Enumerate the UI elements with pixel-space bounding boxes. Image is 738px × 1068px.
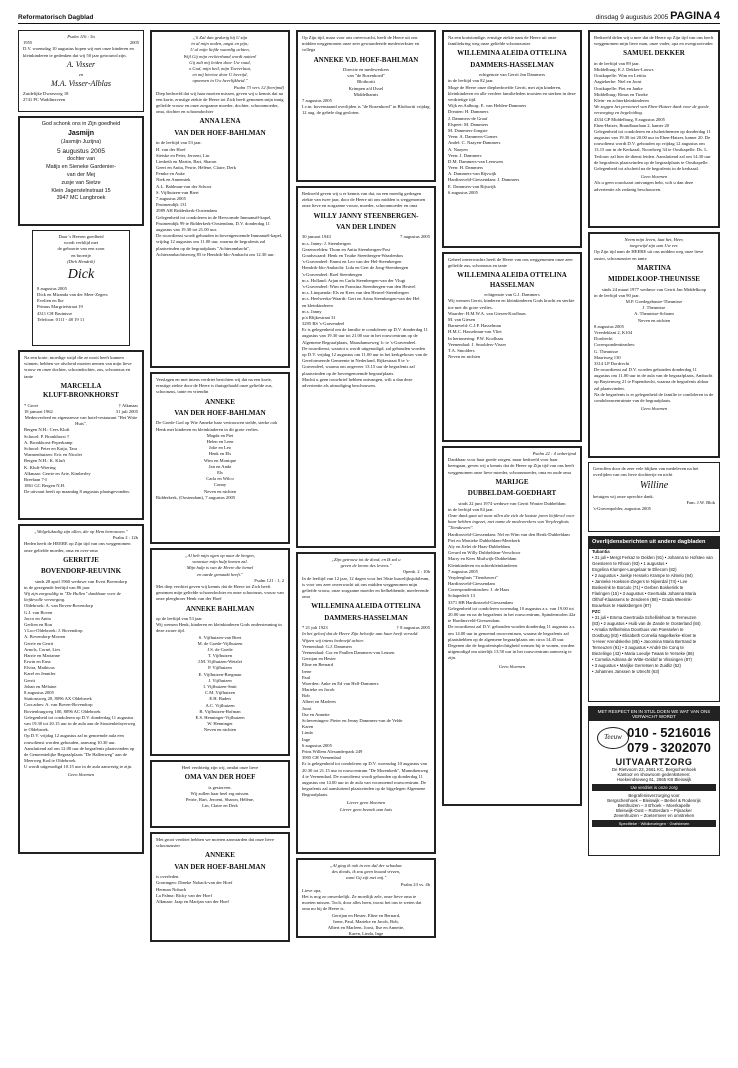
- name-en: en: [78, 71, 84, 77]
- deceased-firstname: WILLEMINA ALEIDA OTTELINA: [311, 602, 421, 611]
- thanks: Onze dank gaat uit naar allen die zich de laatste jaren liefdevol voor haar hebben ingezet, met name de medewerkers van Verpleeghuis "Tienduwert".: [448, 513, 575, 531]
- deceased-name: SAMUEL DEKKER: [623, 49, 685, 58]
- birth-date: 8 augustus 2005: [37, 285, 67, 291]
- deceased-firstname: MARIJGE: [495, 477, 529, 486]
- ad-line: Zevenhuizen – Zoetermeer en omstreken: [613, 813, 695, 818]
- obituary-entry: 's-Heer Arendskerke (85) • Jacomina Maria Bertrand te: [592, 639, 697, 645]
- intro: Na een kortstondige, ernstige ziekte nam de Heere uit onze familiekring weg onze geliefde schoonzuster: [448, 35, 557, 47]
- deceased-name: MIDDELKOOP-THEUNISSE: [608, 275, 700, 284]
- phone-1: 010 - 5216016: [627, 725, 711, 740]
- intro: Met groot verdriet hebben we moeten aanvaarden dat onze lieve schoonzuster: [156, 837, 274, 849]
- family: Fam. J.W. Blok: [686, 500, 715, 506]
- faith-note: In het geloof dat de Heere Zijn beloofte aan haar heeft vervuld. Wijzen wij intens bedroefd achter.: [302, 631, 419, 643]
- obituary-entry: • 31 juli • Emma Geertruida Schellinkhout te Terneuzen: [592, 615, 697, 620]
- ad-line: Bergschenhoek – Bleiswijk – Berkel & Rodenrijs: [607, 798, 701, 803]
- text: dochter van: [66, 156, 96, 163]
- verse: „Zijn getrouw tot de dood, en Ik zal u geven de kroon des levens.": [331, 557, 401, 569]
- obituary-entry: • 2 augustus • Joekje Hesselo Krampe te Almelo (94): [592, 572, 693, 578]
- intro: Heden heeft de HEERE op Zijn tijd van ons weggenomen onze geliefde moeder, oma en over-oma: [24, 541, 131, 553]
- service: Op D.V. vrijdag 12 augustus zal in genoemde aula een rouwdienst worden gehouden, aanvang 10.30 uur. Aansluitend zal om 12.00 uur de begrafenis plaatsvinden op de Gemeentelijke Begraafplaats "De Hallenweg" aan de Meerweg Kod te Oldebroek.: [24, 733, 135, 764]
- notice-rozenhoed: [296, 30, 436, 182]
- service: Gelegenheid tot condoleren en afscheidnemen op donderdag 11 augustus van 19.30 tot 20.00 uur in Ehen-Hatzer, kamer 20. De rouwdienst wordt D.V. gehouden op vrijdag 12 augustus om 13.15 uur in de Kerkzaal, Noordweg 34 te Oostkapelle. Ds. L. Terlouw zal hier de dienst leiden. Aansluitend zal om 14.30 uur de begrafenis plaatsvinden op de begraafplaats te Oostkapelle. Gelegenheid tot afscheid na de begrafenis in de kerkzaal.: [594, 128, 711, 171]
- service-areas: [589, 798, 719, 818]
- deceased-firstname: MARCELLA: [60, 381, 102, 390]
- deceased-name: VAN DER LINDEN: [336, 223, 396, 231]
- intro: Diep bedroefd dat wij haar moeten missen, geven wij u kennis dat na een korte, ernstige ziekte de Heere tot Zich heeft genomen mijn innig geliefde vrouw en onze zorgzame moeder, dochter, schoonmoeder, oma, dochter en schoondochter: [156, 90, 284, 115]
- age: in de leeftijd van 82 jaar.: [448, 78, 494, 84]
- column-5: [588, 30, 720, 1054]
- obituary-list: [589, 555, 719, 675]
- birth-intro: God schonk ons in Zijn goedheid: [41, 121, 121, 127]
- invitation: Degenen die de begrafenisplechtigheid wensen bij te wonen, worden uitgenodigd om uiterlijk 13.50 uur in het rouwcentrum aanwezig te zijn.: [448, 642, 575, 661]
- role: Medeoverleed en eigenaresse van hotel-restaurant "Het Witte Huis".: [24, 415, 138, 427]
- verse-ref: Psalm 2 : 12b: [112, 535, 138, 541]
- newspaper-name: Reformatorisch Dagblad: [18, 14, 94, 21]
- service: De rouwdienst zal D.V. worden gehouden donderdag 11 augustus om 11.00 uur in de aula van de begraafplaats, Ambacht op Buytenweg 21 te Papendrecht, waarna de begrafenis aldaar zal plaatsvinden.: [594, 367, 713, 391]
- psalm-ref: Psalm 116 : 5a: [67, 34, 95, 39]
- verse-ref: Openb. 2 : 10b: [402, 569, 430, 575]
- address: 8 augustus 2005 Vreedeklant 2, K104 Dordrecht: [594, 323, 633, 342]
- no-flowers: Geen bloemen: [640, 406, 668, 412]
- address: 7 augustus 2005 Verpleeghuis "Tienduwert" Hardinxveld-Giessendam: [448, 568, 498, 587]
- obituary-entry: • 3 augustus • Marijke Gerretsen te Zuidliz (52): [592, 663, 681, 669]
- grandchildren: Gerrijan en Hester, Eline en Bernard, Irene, Paul, Marieke en Jacob, Bob, Albert en Marleen, Joost, Ilse en Annette, Karen, Linda, Inge: [327, 912, 405, 937]
- verse-ref: Psalm 73 vers 12 (berijmd): [233, 84, 284, 90]
- intro: Bedroefd delen wij u mee dat de Heere op Zijn tijd van ons heeft weggenomen mijn lieve man, onze vader, opa en overgrootvader: [594, 35, 714, 47]
- year-start: 1955: [23, 40, 33, 46]
- date: 7 augustus 2005: [302, 97, 332, 103]
- address: 8 augustus 2005 Stationsweg 20, 8096 AX Oldebroek: [24, 690, 92, 702]
- obituary-entry: Flaringen (15) • 3 augustus • Geertuida Johanna Maria: [592, 590, 697, 596]
- birth-date: 30 januari 1943: [302, 234, 331, 240]
- widow-of: sinds 22 juni 1974 weduwe van Gerrit Wouter Dubbeldam: [458, 500, 566, 506]
- note: Als u geen rouwkaart ontvangen hebt, wilt u dan deze advertentie als zodanig beschouwen.: [594, 180, 693, 192]
- relatives: S. Vijfhuizen-van Biert M. de Goede-Vijfhuizen J.S. de Goede T. Vijfhuizen J.M. Vijfhuizen-Wetzlet P. Vijfhuizen E. Vijfhuizen-Bregman J. Vijfhuizen I. Vijfhuizen-Smit C.M. Vijfhuizen E.H. Baden A.C. Vijfhuizen B. Vijfhuizen-Hofman E.S. Henninger-Vijfhuizen W. Henninger Neven en nichten: [195, 634, 245, 733]
- ad-line: Kantoor en showroom gedenkstenen:: [617, 772, 691, 777]
- obituary-entry: (83) • 2 augustus • Huib van de Zande te Oosterland (84): [592, 621, 701, 627]
- deceased-name: KLUFT-BRONKHORST: [43, 391, 119, 400]
- funeral-info: De uitvaart heeft op maandag 8 augustus plaatsgevonden.: [24, 489, 130, 495]
- deceased-firstname: ANNA LENA: [199, 117, 241, 126]
- intro: Heel verdrietig zijn wij, omdat onze lieve: [181, 765, 259, 770]
- deceased-firstname: WILLY JANNY STEENBERGEN-: [313, 211, 419, 220]
- column-1: [18, 30, 144, 1054]
- thanks-willine: [588, 462, 720, 532]
- obituary-dubbeldam: [442, 446, 582, 806]
- age: in de leeftijd van 53 jaar.: [156, 140, 202, 146]
- death-date: 7 augustus 2005: [400, 234, 430, 240]
- ad-tagline: Uw verdriet is onze zorg: [592, 784, 716, 791]
- deceased-name: DUBBELDAM-GOEDHART: [467, 489, 557, 498]
- intro: Na een korte, moedige strijd die ze nooit heeft kunnen winnen, hebben we afscheid moeten nemen van mijn lieve vrouw en onze dochter, schoondochter, zus, schoonzus en tante: [24, 355, 132, 379]
- birth-date: 5 augustus 2005: [56, 147, 106, 155]
- relatives: H. van der Hoef Sietske en Peter, Jeroeni, Lin Liesbeth en Martin, Bart, Sharon Geert en Anita, Petrie, Hélène, Claire, Derk Femke en Auke Niek en Annemiek A.L. Bahlman-van der Schoor S. Vijfhuizen-van Biert: [156, 146, 237, 195]
- deceased-name: VAN DER HOEF-BAHLMAN: [174, 409, 266, 417]
- no-flowers: Geen bloemen: [640, 174, 668, 180]
- phone-2: 079 - 3202070: [627, 740, 711, 755]
- service-label: Begrafenisverzorging voor: [628, 793, 680, 798]
- deceased-name: VAN DER HOEF-BAHLMAN: [174, 128, 266, 137]
- obituary-dammers: [296, 552, 436, 854]
- death-date: † 8 augustus 2005: [396, 625, 430, 631]
- notice-dammers-family: [442, 30, 582, 248]
- column-3: [296, 30, 436, 1054]
- verse: „Welgelukzalig zijn allen, die op Hem betrouwen.": [34, 529, 128, 534]
- status: is overleden.: [156, 874, 180, 880]
- relatives: Groningen: Dineke Noback-van der Hoef Herman Noback La Palma: Ricky van der Hoef Alkmaar: Jaap en Marijan van der Hoef: [156, 880, 233, 904]
- name-1: A. Visser: [66, 59, 96, 69]
- death-date: 31 juli 2005: [115, 408, 138, 414]
- intro: In de leeftijd van 12 jaar, 12 dagen voor het 56ste huwelijksjubileum, is voor ons zeer onverwacht uit ons midden weggenomen mijn geliefde vrouw, onze zorgzame moeder en liefhebbende, meelevende oma: [302, 575, 430, 600]
- ad-line: Benthuizen – 3 B'hoek – Moerkapelle: [617, 803, 691, 808]
- ad-line: Hoekeindseweg 61, 2665 KB Bleiswijk: [616, 777, 692, 782]
- birth-notice-dick: [32, 230, 130, 346]
- company-address: [589, 767, 719, 782]
- death-label: † Alkmaar: [118, 402, 138, 408]
- relatives: m.s. Janny: J. Steenbergen Gezenwelden: Thom en Anita Steenbergen-Post Goudswaard: Henk en Truike Steenbergen-Waarlenbos 's-Gravendeel: Emmi en Leo van der Hel-Steenbergen Hendrik-Ido-Ambacht: Lida en Gert de Jong-Steenbergen 's-Gravendeel: Roel Steenbergen m.s. Holland: Arjan en Carla Steenbergen-van der Vlugt 's-Gravendeel: Wim en Francina Steenbergen-van den Heuvel m.s. Linquenda: Els en Kees van den Heuvel-Steenbergen m.s. Heelwerka-Waardt: Gert en Arina Steenbergen-van der Hel en kleinkinderen: [302, 240, 420, 308]
- obituary-entry: Terneuzen (91) • 3 augustus • André De Conq te: [592, 645, 684, 651]
- condolence: Er is gelegenheid om de familie te condoleren op D.V. donderdag 11 augustus van 19.30 uur tot 21.00 uur in het rouwcentrum op de Algemene Begraafplaats, Maasdamseweg 1c te 's-Gravendeel.: [302, 327, 428, 345]
- obituary-entry: • Johannes Janssen te Utrecht (63): [592, 669, 660, 675]
- age: in de gezegende leeftijd van 86 jaar.: [24, 584, 91, 590]
- relatives: Bergen N.H.: Cees Kluft Schoorl: P. Bronkhorst † A. Bronkhorst-Peperkamp Schoorl: Peter en Katja, Tara Warmenhuizen: Eric en Nicolet Bergen N.H.: K. Kluft K. Kluft-Wiering Alkmaar: Gerrie en Arie, Kimberley: [24, 427, 91, 476]
- deceased-name: WILLEMINA ALEIDA OTTELINA HASSELMAN: [457, 271, 567, 289]
- obituary-kluft: [18, 350, 144, 520]
- no-flowers: Geen bloemen: [67, 772, 95, 778]
- obituary-entry: Boskerink te Borculo (71) • Gerben Boskerink te: [592, 584, 684, 590]
- intro: Bedroefd geven wij u er kennis van dat, na een moedig gedragen ziekte van twee jaar, door de Heere uit ons midden is weggenomen onze lieve en zorgzame vrouw, moeder, schoonmoeder en oma: [302, 191, 426, 209]
- obituary-entry: Biezelinge (43) • Maria Loeolje Twaas te Yerseke (86): [592, 651, 694, 657]
- service: Er is gelegenheid tot condoleren op D.V. woensdag 10 augustus van 20.30 tot 21.15 uur in rouwcentrum "De Morenkerk", Munnikenweg 4 te Veenendaal. De rouwdienst wordt gehouden op donderdag 11 augustus om 14.00 uur in de aula van voornoemd rouwcentrum. De begrafenis zal aansluitend plaatsvinden op de bijgelegen Algemene Begraafplaats.: [302, 761, 429, 798]
- city: 3947 MC Langbroek: [56, 195, 106, 202]
- anniversary-notice: [18, 30, 144, 112]
- relatives: Magda en Piet Helen en Leen Joke en Leo Henk en Els Wim en Monique Jan en Anda Els Carla en Wilco Conny Neven en nichten: [203, 432, 237, 494]
- page-header: [18, 10, 720, 24]
- deceased-firstname: ANNEKE: [205, 397, 235, 406]
- condolence: Gelegenheid tot condoleren in de Hervormde Immanuël-kapel, Pruimendijk 99 te Ridderkerk-Oostendam, D.V. donderdag 11 augustus van 19.30 tot 21.00 uur.: [156, 214, 272, 232]
- obituary-van-der-hoef: [150, 30, 290, 368]
- ad-slogan: MET RESPECT EN IN STIJL DOEN WE WAT VAN ONS VERWACHT WORDT: [589, 707, 719, 721]
- ad-line: Bleiswijk-Oost – Rotterdam – Pijnacker: [616, 808, 692, 813]
- age: in de leeftijd van 84 jaar.: [448, 506, 494, 512]
- verse-ref: Psalm 22 : 4 onberijmd: [532, 451, 576, 456]
- ad-line: De Rietvoorn 23, 2661 KC, Bergschenhoek: [611, 767, 697, 772]
- relatives: Hardinxveld-Giessendam: Nel en Wim van den Herik-Dubbeldam Piet en Monieke Dubbeldam-Meerkerk Aly en Jielet de Haas-Dubbeldam Gerard en Willy Dubbeldam-Verschoor Marry en Kees Muilwijk-Dubbeldam Kleinkinderen en achterkleinkinderen: [448, 531, 570, 568]
- address: m.s. Janny p/a Blijkestraat 31 3295 RS 's-Gravendeel: [302, 308, 345, 327]
- ad-footer: Specifieke · Wildkeuringen · Grafstenen: [592, 820, 716, 827]
- age: op de leeftijd van 53 jaar.: [156, 615, 203, 621]
- no-flowers: Liever geen bloemen Liever geen bezoek aan huis: [339, 800, 393, 812]
- notice-hasselman: [442, 252, 582, 442]
- obituary-entry: • 31 juli • Mergt Ferkaz te Delden (91) • Johanna te Hofstee van Geesteren te Rhoon (93) • 1 augustus •: [592, 554, 713, 566]
- deceased-name: ANNEKE V.D. HOEF-BAHLMAN: [313, 55, 419, 64]
- paper-name: Tubantia: [592, 548, 610, 554]
- relatives: Veenendaal: G.J. Dammers Veenendaal: Cor en Paullen Dammers-van Leusen Gerrijan en Hester Eline en Bernard Irene Paul Woerden: Anke en Ed van Hell-Dammers Marieke en Jacob Bob Albert en Marleen Joost Ilse en Annette Scheveningen: Pieter en Jenny Dammers-van de Velde Karen Linda Inge: [302, 643, 403, 742]
- correspondence: Corr.adres: A. van Boven-Bovendorp Bovtenburgweg 100, 8096 AC Oldebroek: [24, 702, 101, 714]
- section-title: Overlijdensberichten uit andere dagbladen: [589, 537, 719, 549]
- relatives: M.P. Goedegebuure-Theunisse J. Theunisse A. Theunisse-Schram Neven en nichten: [625, 299, 683, 323]
- condolence: Na de begrafenis is er gelegenheid de familie te condoleren in de condoleancenruimte van de begraafplaats.: [594, 391, 714, 403]
- thanks: We zeggen het personeel van Ehen-Hatzer dank voor de goede verzorging en begeleiding.: [594, 104, 709, 116]
- age: in de leeftijd van 90 jaar.: [594, 292, 640, 298]
- grandchildren: Petrie, Bart, Jeroeni, Sharon, Hélène, Lin, Claire en Derk: [185, 797, 255, 809]
- deceased-firstname: MARTINA: [637, 263, 671, 272]
- deceased-name: ANNEKE BAHLMAN: [185, 604, 255, 613]
- obituary-entry: • Cornelia Adriana de Witte-Geldof te Vlissingen (87): [592, 657, 692, 663]
- obituary-bovendorp: [18, 524, 144, 854]
- age: in de leeftijd van 89 jaar.: [594, 60, 640, 66]
- company-name: UITVAARTZORG: [615, 757, 693, 767]
- relatives: Oldebroek: A. van Boven-Bovendorp G.J. van Boven Jacco en Anita Gerlien en Ron 't Loo-Oldebroek: J. Bovendorp A. Bovendorp-Morren Gerrie en Gerrit Arnols, Corné, Lies Harrie en Marianne Erwin en Erna Elvira, Mathicus Karel en Jennifer Gerrit Johan en Mélaine: [24, 603, 93, 689]
- address: Zuidelijke Dwarsweg 18 2741 PC Waddinxveen: [23, 90, 69, 102]
- relatives: Wijk en Aalburg: E. van Helden-Dammers Dreaten: H. Dammers J. Dammers-de Graaf Elspeet: M. Dammers M. Dammers-Jongste Veen: A. Dammers-Gomes Andel: C. Naayen-Dammers A. Naayen Veen: J. Dammers D.M. Dammers-van Leeuwen Veen: H. Dammers A. Dammers-van Rijswijk Hardinxveld-Giessendam: J. Dammers E. Dammers-van Rijswijk: [448, 103, 527, 189]
- deceased-firstname: WILLEMINA ALEIDA OTTELINA: [457, 49, 567, 58]
- service: De rouwdienst, waartoi u wordt uitgenodigd, zal gehouden worden op D.V. vrijdag 12 augustus om 11.00 uur in het kerkgebouw van de Gereformeerde Gemeente in Nederland, Rijkestraat 8 te 's-Gravendeel, waarna om ongeveer 13.15 uur de begrafenis zal plaatsvinden op de bovengenoemde begraafplaats.: [302, 345, 428, 376]
- deceased-name: OMA VAN DER HOEF: [184, 773, 256, 782]
- service: De rouwdienst wordt gehouden in bovengenoemde Immanuël-kapel, vrijdag 12 augustus om 11.00 uur, waarna de begrafenis zal plaatsvinden op de begraafplaats "Achterambacht", Achterambachtseweg 85 te Hendrik-Ido-Ambacht om 12.30 uur.: [156, 233, 283, 257]
- column-4: [442, 30, 582, 1054]
- message: Wij wensen Henk, kinderen en kleinkinderen Gods ondersteuning in deze zware tijd.: [156, 622, 282, 634]
- parents-2: van der Mej: [66, 171, 96, 178]
- deceased-firstname: ANNEKE: [205, 851, 235, 860]
- correspondence: Correspondentieadres: J. de Haas Schapedrift 13 3371 HB Hardinxveld-Giessendam: [448, 587, 513, 605]
- obituary-entry: • Janneke Hoeksen-Ziegers te Nijverdal (74) • Lee: [592, 578, 688, 584]
- address: 4334 GP Middelburg, 8 augustus 2005 Ehen-Hatzer, Brandhaarlaan 2, kamer 20: [594, 116, 670, 128]
- obituary-entry: Oostburg (83) • Elisabeth Cornelia Nagelkerke-Kloet te: [592, 633, 697, 639]
- deceased-firstname: GERRITJE: [63, 555, 99, 564]
- address: Breelaan 7-I 1861 GC Bergen N.H.: [24, 476, 66, 489]
- year-end: 2005: [129, 40, 139, 46]
- invitation: U wordt uitgenodigd 10.15 uur in de aula aanwezig te zijn.: [24, 764, 133, 770]
- obituary-anneke-sisters-in-law: [150, 832, 290, 942]
- column-2: [150, 30, 290, 1054]
- service: De rouwdienst zal D.V. gehouden worden donderdag 11 augustus a.s. om 14.00 uur in genoemd rouwcentrum, waarna de begrafenis zal plaatshebben op de algemene begraafplaats om circa 14.45 uur.: [448, 624, 576, 642]
- address: 7 augustus 2005 Pruimendijk 131 2989 AH Ridderkerk-Oostendam: [156, 196, 217, 214]
- address: 6 augustus 2005 Prins Willem Alexanderpark 249 3905 CH Veenendaal: [302, 742, 363, 761]
- paper-name: PZC: [592, 608, 601, 614]
- verse-ref: Psalm 23 vs. 4b: [400, 881, 430, 887]
- name-2: M.A. Visser-Alblas: [51, 78, 111, 88]
- birth-intro: Daar 's Heeren goedheid wordt verblijd met de geboorte van een zoon en broertje: [57, 234, 105, 258]
- birth-label: * Groet: [24, 402, 38, 408]
- message: Lieve opa, Het is nog zo onwerkelijk. Ze moetlijk zele, onze lieve oma te moeten missen. Toch, door alles heen, troost het ons te weten dat oma nu bij de Heere is.: [302, 887, 422, 912]
- obituary-steenbergen: [296, 186, 436, 548]
- parents: Matijs en Sieneke Gardenier-: [46, 164, 116, 171]
- notice-oma: [150, 760, 290, 828]
- child-name: Willine: [639, 480, 669, 492]
- anniversary-text: D.V. woensdag 10 augustus hopen wij met onze kinderen en kleinkinderen te gedenken dat wij 50 jaar getrouwd zijn.: [23, 46, 134, 58]
- place-date: Ridderkerk, (Oostendam), 7 augustus 2005: [156, 494, 236, 500]
- obituary-dekker: [588, 30, 720, 228]
- thanks: betuigen wij onze oprechte dank.: [593, 493, 654, 499]
- verse: „'k Zal dan gedurig bij U zijn in al mijn noden, angst en pijn; U al mijn liefde waardig achten, Wijl Gij mijn rechterhand wordt natten! Gij zult mij leiden door Uw raad, o God, mijn heil, mijn Toeverlaat, en mij hiertoe door U bevrijd, opnemen in Uw heerlijkheid.": [183, 35, 257, 84]
- baby-name: Dick: [67, 266, 95, 282]
- intro: Getroffen door de zeer vele blijken van medeleven na het overlijden van ons lieve dochtertje en nicht: [593, 466, 699, 478]
- widow-of: sinds 24 maart 1977 weduwe van Gerrit Jan Middelkoop: [601, 286, 707, 292]
- intro: Op Zijn tijd, maar voor ons onverwacht, heeft de Heere uit ons midden weggenomen onze zeer gewaardeerde medewerkster en collega: [302, 35, 420, 53]
- baby-name: Jasmijn: [67, 129, 95, 137]
- relatives: Waarder: H.M.W.A. van Giesen-Koolhaas M. van Giesen Barneveld: C.J.P. Hasselman H.M.C. Hasselman-van Vliet In herinnering: P.W. Koolhaas Veenendaal: J. Smolders-Visser T.A. Smolders Neven en nichten: [448, 310, 526, 360]
- closing-note: I.v.m. bovenstaand overlijden is "de Rozenhoed" in Bloiboriti vrijdag 12 aug. de gehele dag gesloten.: [302, 104, 430, 116]
- message: De Goede God op Wie Anneke haar vertrouwen stelde, sterke ook Henk met kinderen en kleinkinderen in dit grote verlies.: [156, 420, 278, 432]
- widow-of: sinds 28 april 1960 weduwe van Evert Bovendorp: [35, 578, 127, 584]
- intro: Geheel onverwachts heeft de Heere van ons weggenomen onze zeer geliefde zus, schoonzus en tante: [448, 257, 573, 269]
- intro: Verslagen en met intens verdriet berichten wij dat na een korte, ernstige ziekte door de Heere is thuisgehaald onze geliefde zus, schoonzus, tante en vriendin: [156, 377, 273, 395]
- obituary-entry: Olthof-Klaassens te Zenderen (88) • Grada Weerink-: [592, 596, 693, 602]
- deceased-name: VAN DER HOEF-BAHLMAN: [174, 862, 266, 871]
- deceased-name: BOVENDORP-REUVINK: [40, 567, 122, 576]
- no-flowers: Geen bloemen: [498, 663, 526, 669]
- note: Machti u geen rouwbrief hebben ontvangen, wilt u dan deze advertentie als uitnodiging beschouwen.: [302, 376, 413, 388]
- company-logo: Teeuw: [597, 727, 629, 749]
- verse: „Al ging ik ook in een dal der schaduw des doods, ik zou geen kwaad vrezen, want Gij zijt met mij.": [330, 863, 402, 881]
- intro: Op Zijn tijd nam de HEERE uit ons midden weg onze lieve zuster, schoonzuster en tante: [594, 249, 704, 261]
- family-address: Dick en Miranda van der Meer-Zegers Evelien en Ike Primus Margrietstraat 19 4311 CH Bruinisse Telefoon: 0111 - 48 19 11: [37, 292, 108, 322]
- page-date: dinsdag 9 augustus 2005 PAGINA 4: [595, 10, 720, 22]
- baby-fullname: (Jasmijn Juzijna): [60, 138, 102, 145]
- condolence: Gelegenheid tot condoleren op D.V. donderdag 11 augustus van 19.30 tot 20.15 uur in de aula aan de Stoutenbelayerweg te Oldebroek.: [24, 714, 136, 733]
- deceased-name: DAMMERS-HASSELMAN: [470, 60, 554, 69]
- birth-notice-jasmijn: [18, 116, 144, 226]
- place-date: 's-Gravenpolder, augustus 2005: [593, 506, 651, 512]
- deceased-name: DAMMERS-HASSELMAN: [324, 613, 408, 622]
- relatives: Middelburg: E.J. Dekker-Louws Oostkapelle: Wim en Letitia Aagtekerke: Niel en Joost Oostkapelle: Piet en Janke Middelburg: Rinus en Tineke Klein- en achterkleinkinderen: [594, 67, 654, 103]
- correspondence: Correspondentieadres: G. Theunisse Maartweg 130 3314 LP Dordrecht: [594, 342, 636, 366]
- obituary-entry: • Amalia Wilhelmina Doortluus van Poesselen te: [592, 627, 684, 633]
- obituary-anneke-bahlman: [150, 548, 290, 756]
- obituary-entry: Engelina Klumper-Langelaar te Ellecom (82): [592, 566, 677, 572]
- street: Klein Jagerstelnstraat 15: [51, 187, 111, 194]
- sibling: zusje van Sietze: [61, 179, 101, 186]
- obituary-anneke-siblings: [150, 372, 290, 544]
- verse: „Al heb mijn ogen op naar de bergen, vanwaar mijn hulp komen zal. Mijn hulp is van de Heere die hemel en aarde gemaakt heeft.": [185, 553, 255, 577]
- birth-date: * 21 juli 1923: [302, 625, 328, 631]
- obituary-middelkoop: [588, 232, 720, 458]
- intro: Dankbaar voor haar goede zorgen, maar bedroefd voor haar heengaan, geven wij u kennis dat de Heere op Zijn tijd van ons heeft weggenomen onze lieve moeder, schoonmoeder, oma en oude oma: [448, 457, 575, 475]
- verse: Neem mijn leven, laat het, Heer, toegewijd zijn aan Uw eer.: [624, 237, 684, 249]
- spouse: echtgenote van Gerrit Jan Dammers: [478, 72, 546, 78]
- intro: Met diep verdriet geven wij kennis dat de Heere tot Zich heeft genomen mijn geliefde schoondochter en onze schoonzus, vrouw van onze pleegbroer Henk van der Hoef: [156, 583, 284, 602]
- funeral-service-ad: [588, 706, 720, 856]
- verse-ref: Psalm 121 : 1, 2: [254, 577, 284, 583]
- message: Moge de Heere onze diepbedroefde Gerrit, met zijn kinderen, kleinkinderen en alle verdere familieleden troosten en sterken in deze verdrietige tijd.: [448, 84, 576, 102]
- condolence: Gelegenheid tot condoleren woensdag 10 augustus a.s. van 19.00 tot 20.00 uur en na de begrafenis in het rouwcentrum, Spindermolen 42a te Hardinxveld-Giessendam.: [448, 605, 576, 624]
- message: is gestorven. Wij zullen haar heel erg missen.: [190, 784, 250, 796]
- baby-fullname: (Dirk Hendrik): [67, 258, 95, 264]
- spouse: echtgenote van G.J. Dammers: [484, 292, 540, 298]
- date: 6 augustus 2005: [448, 189, 478, 195]
- thanks: Wij zijn zorgvuldig in "De Hullen" dankbaar voor de liefdevolle verzorging.: [24, 591, 122, 603]
- birth-date: 18 januari 1962: [24, 408, 53, 414]
- obituary-entry: Bouwhuis te Haaksbergen (87): [592, 602, 651, 608]
- company: Directie en medewerkers van "de Rozenhoed" Bloiboriti Krimpen a/d IJssel Middelharnis: [343, 67, 389, 97]
- notice-lieve-opa: [296, 858, 436, 938]
- obituaries-other-papers: [588, 536, 720, 702]
- message: Wij wensen Gerrit, kinderen en kleinkinderen Gods kracht en sterkte toe met dit grote verlies.: [448, 298, 575, 310]
